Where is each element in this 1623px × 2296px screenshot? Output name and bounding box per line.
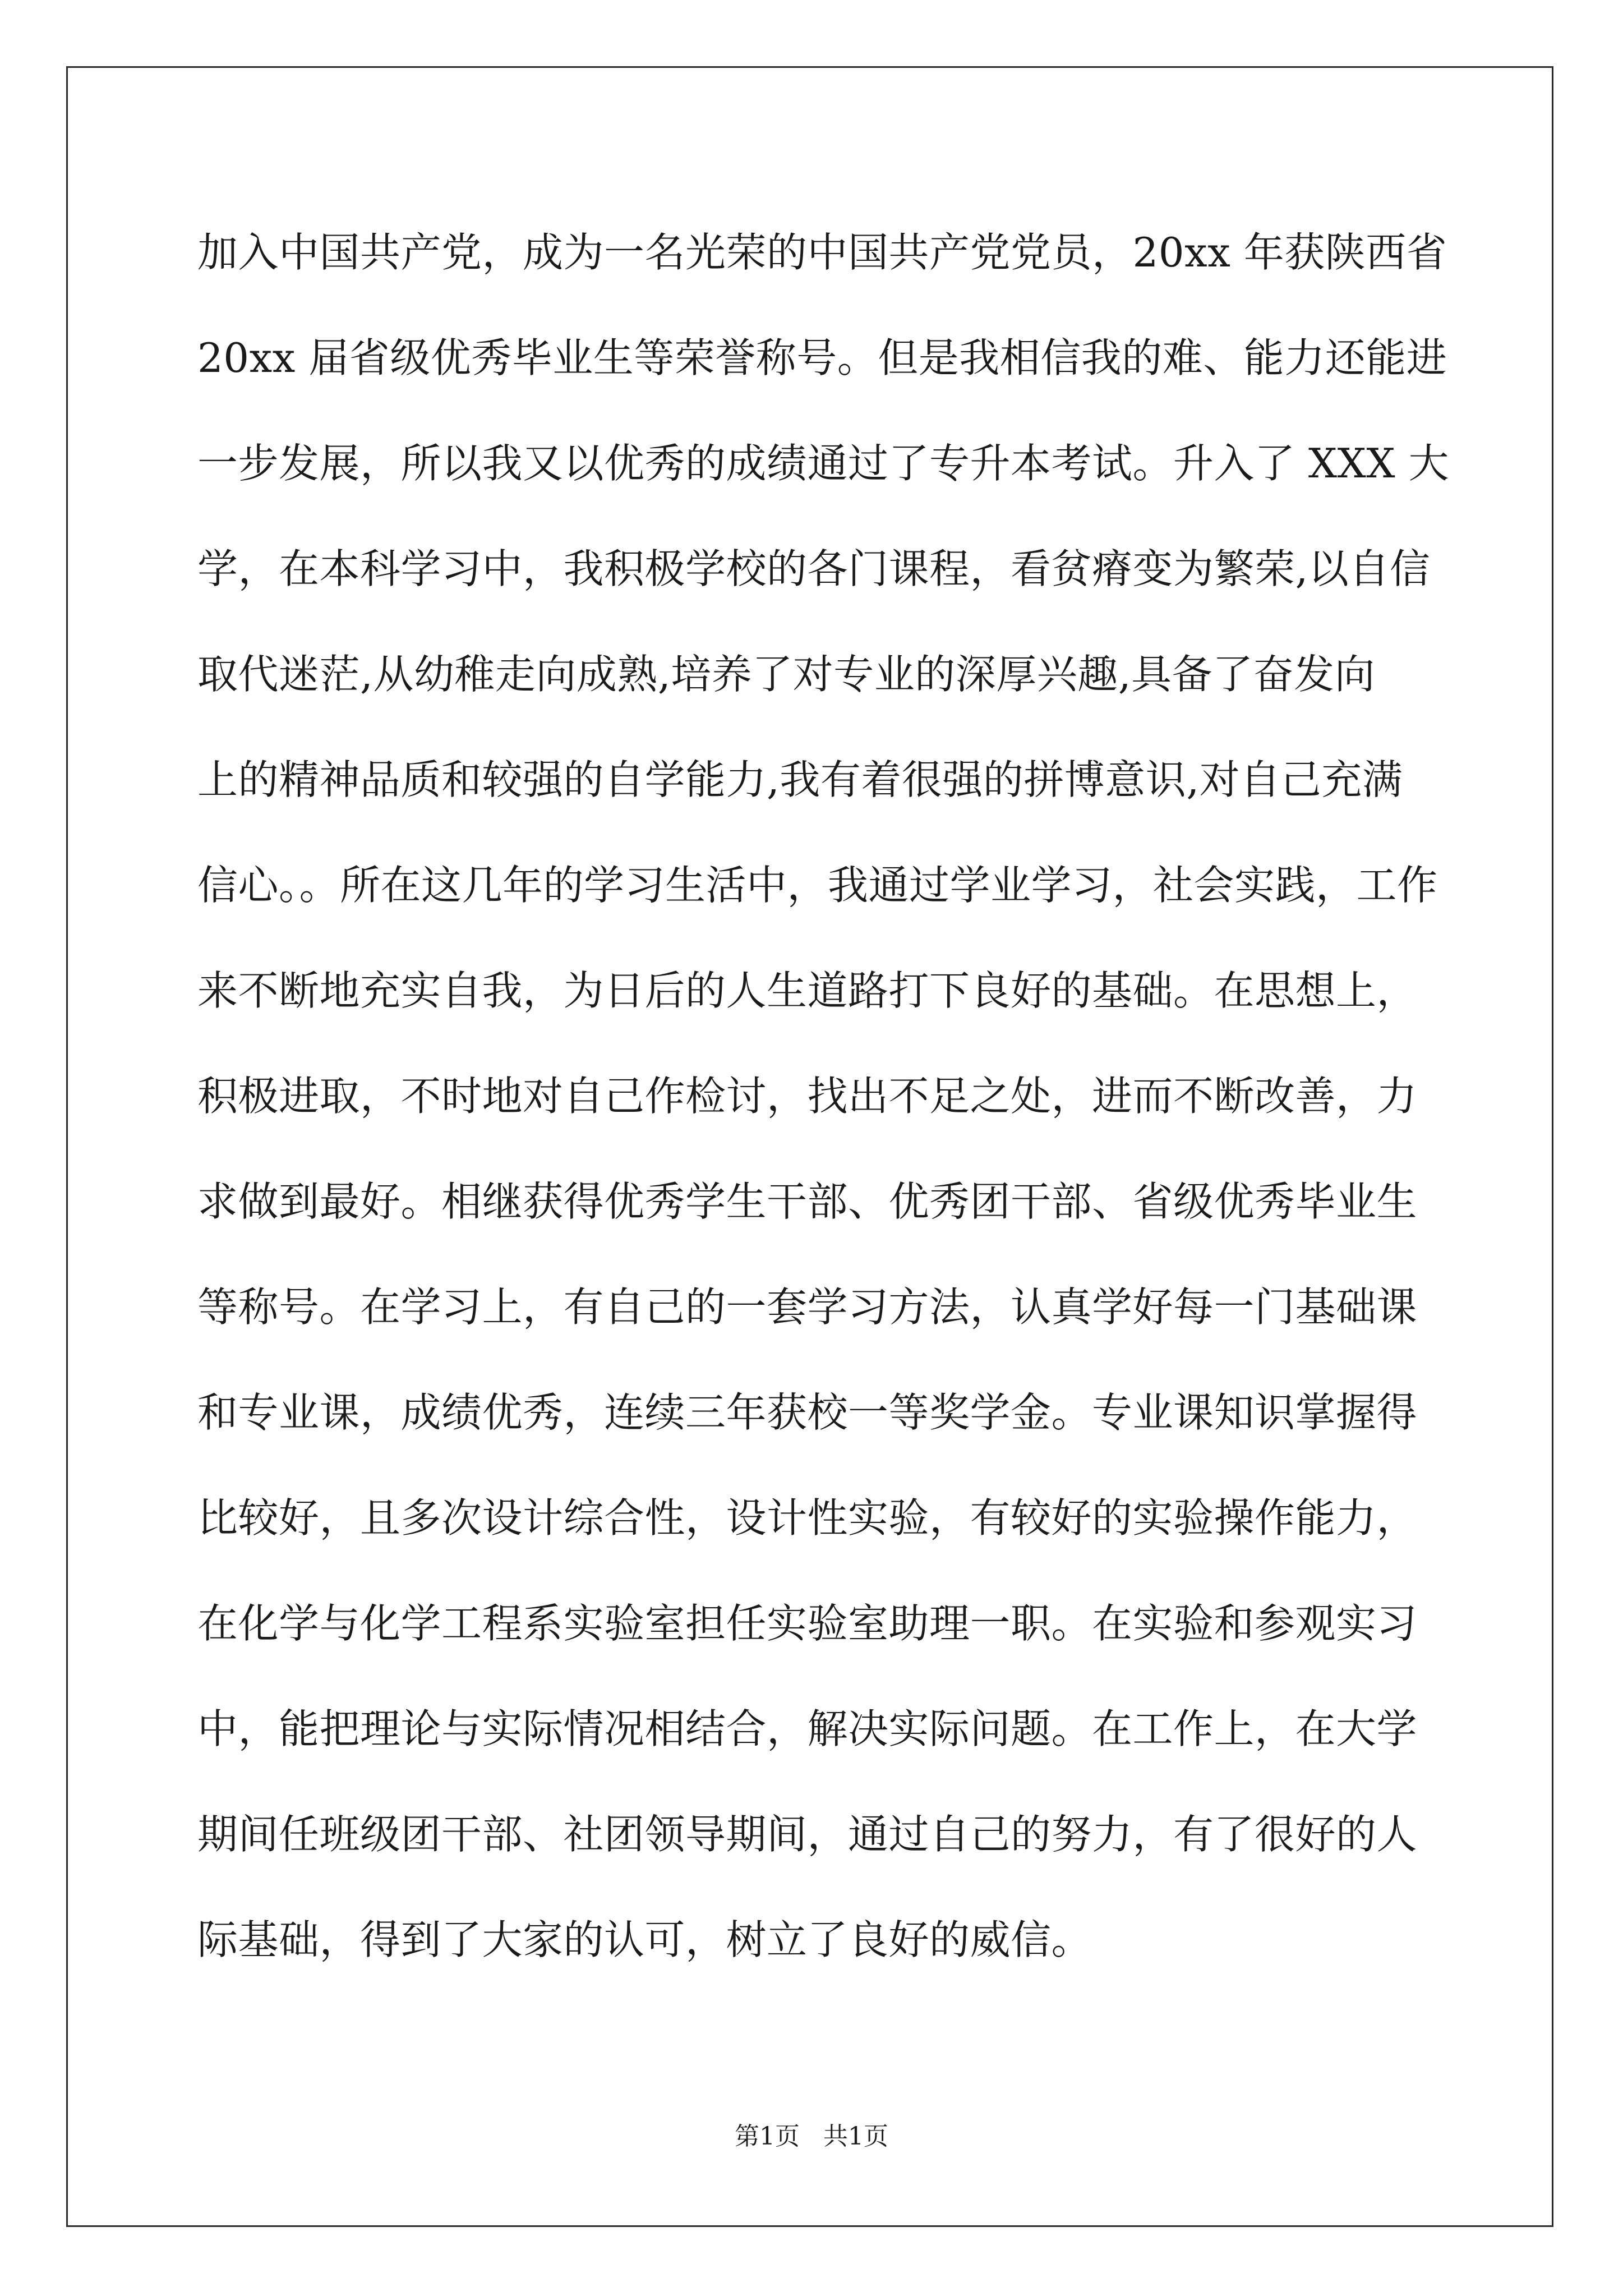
text-line-5: 取代迷茫,从幼稚走向成熟,培养了对专业的深厚兴趣,具备了奋发向: [197, 651, 1376, 698]
text-line-14: 在化学与化学工程系实验室担任实验室助理一职。在实验和参观实习: [197, 1600, 1418, 1647]
text-line-13: 比较好，且多次设计综合性，设计性实验，有较好的实验操作能力，: [197, 1494, 1418, 1542]
text-line-9: 积极进取，不时地对自己作检讨，找出不足之处，进而不断改善，力: [197, 1073, 1418, 1120]
text-line-17: 际基础，得到了大家的认可，树立了良好的威信。: [197, 1916, 1092, 1963]
text-line-10: 求做到最好。相继获得优秀学生干部、优秀团干部、省级优秀毕业生: [197, 1178, 1418, 1225]
text-line-6: 上的精神品质和较强的自学能力,我有着很强的拼博意识,对自己充满: [197, 756, 1403, 803]
text-line-16: 期间任班级团干部、社团领导期间，通过自己的努力，有了很好的人: [197, 1811, 1418, 1858]
body-paragraph: [197, 212, 1450, 2005]
text-line-4: 学，在本科学习中，我积极学校的各门课程，看贫瘠变为繁荣,以自信: [197, 545, 1431, 592]
text-line-3: 一步发展，所以我又以优秀的成绩通过了专升本考试。升入了 XXX 大: [197, 440, 1450, 487]
page-number-footer: 第1页 共1页: [735, 2122, 888, 2151]
text-line-12: 和专业课，成绩优秀，连续三年获校一等奖学金。专业课知识掌握得: [197, 1389, 1418, 1436]
text-line-8: 来不断地充实自我，为日后的人生道路打下良好的基础。在思想上，: [197, 967, 1418, 1014]
text-line-2: 20xx 届省级优秀毕业生等荣誉称号。但是我相信我的难、能力还能进: [197, 334, 1447, 381]
text-line-7: 信心。。所在这几年的学习生活中，我通过学业学习，社会实践，工作: [197, 862, 1438, 909]
text-line-15: 中，能把理论与实际情况相结合，解决实际问题。在工作上，在大学: [197, 1705, 1418, 1752]
text-line-1: 加入中国共产党，成为一名光荣的中国共产党党员，20xx 年获陕西省: [197, 229, 1447, 276]
text-line-11: 等称号。在学习上，有自己的一套学习方法，认真学好每一门基础课: [197, 1283, 1418, 1331]
